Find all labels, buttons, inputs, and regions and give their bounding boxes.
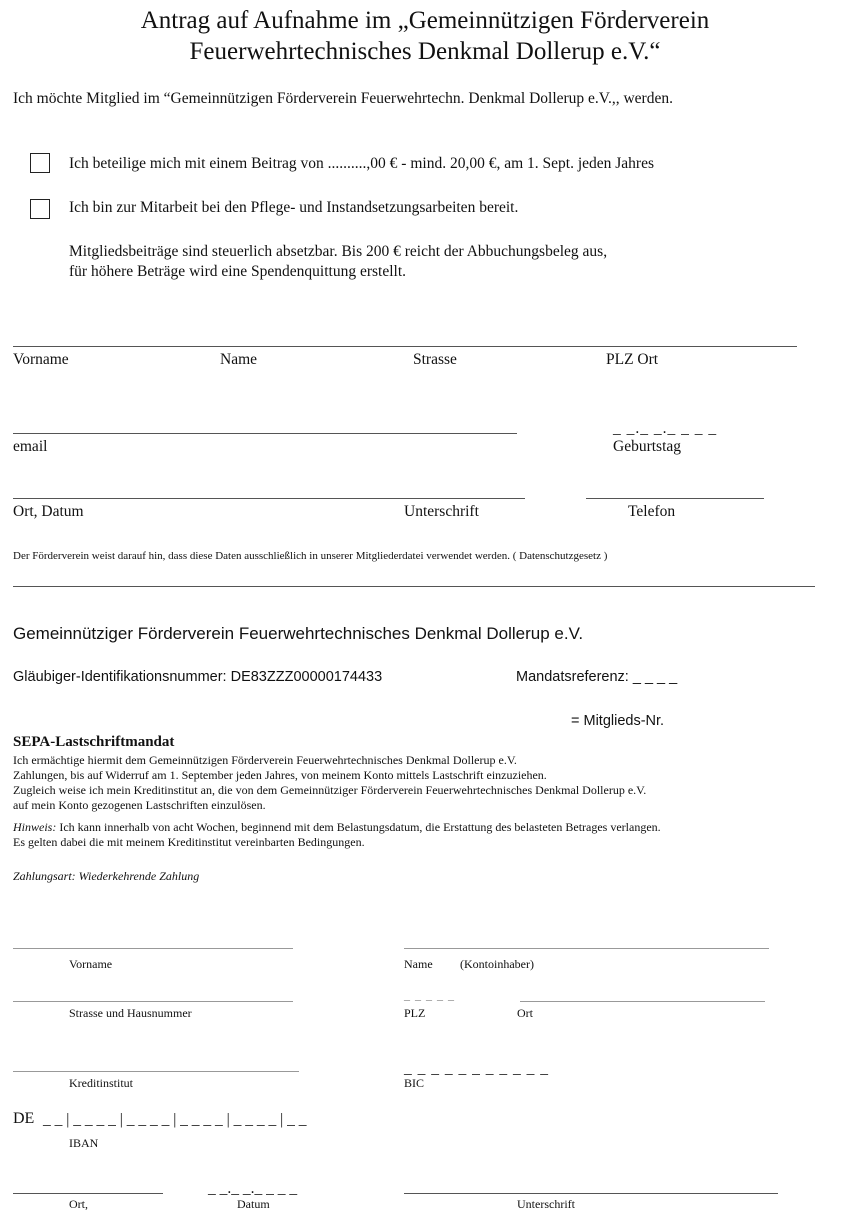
iban-label: IBAN	[69, 1136, 99, 1150]
mandatsreferenz: Mandatsreferenz: _ _ _ _	[516, 669, 678, 685]
ort-datum-signature-line[interactable]	[13, 498, 525, 499]
telefon-line[interactable]	[586, 498, 764, 499]
sepa-line4: auf mein Konto gezogenen Lastschriften einzulösen.	[13, 798, 266, 812]
bank-vorname-line[interactable]	[13, 948, 293, 949]
beitrag-checkbox[interactable]	[30, 153, 50, 173]
bottom-ort-line[interactable]	[13, 1193, 163, 1194]
mitarbeit-checkbox[interactable]	[30, 199, 50, 219]
ort-datum-label: Ort, Datum	[13, 503, 84, 520]
hinweis-text: Ich kann innerhalb von acht Wochen, beginnend mit dem Belastungsdatum, die Erstattung des belasteten Betrages verlangen.	[56, 820, 661, 834]
bottom-signature-line[interactable]	[404, 1193, 778, 1194]
kreditinstitut-line[interactable]	[13, 1071, 299, 1072]
privacy-note: Der Förderverein weist darauf hin, dass diese Daten ausschließlich in unserer Mitgliederdatei verwendet werden. ( Datenschutzgesetz )	[13, 550, 608, 562]
bic-field[interactable]: _ _ _ _ _ _ _ _ _ _ _	[404, 1060, 549, 1077]
plz-ort-label: PLZ Ort	[606, 351, 659, 368]
intro-text: Ich möchte Mitglied im “Gemeinnützigen Förderverein Feuerwehrtechn. Denkmal Dollerup e.V.,, werden.	[13, 90, 673, 107]
bank-name-line[interactable]	[404, 948, 769, 949]
bottom-unterschrift-label: Unterschrift	[517, 1197, 575, 1211]
sepa-line3: Zugleich weise ich mein Kreditinstitut an, die von dem Gemeinnütziger Förderverein Feuerwehrtechnisches Denkmal Dollerup e.V.	[13, 783, 647, 797]
bottom-datum-field[interactable]: _ _._ _._ _ _ _	[208, 1180, 298, 1197]
bank-vorname-label: Vorname	[69, 957, 113, 971]
tax-note-line2: für höhere Beträge wird eine Spendenquittung erstellt.	[69, 263, 407, 280]
strasse-label: Strasse	[413, 351, 457, 368]
sepa-line1: Ich ermächtige hiermit dem Gemeinnützigen Förderverein Feuerwehrtechnisches Denkmal Dollerup e.V.	[13, 753, 517, 767]
email-label: email	[13, 438, 48, 455]
sepa-hinweis	[13, 820, 661, 835]
kreditinstitut-label: Kreditinstitut	[69, 1076, 133, 1090]
mitarbeit-label: Ich bin zur Mitarbeit bei den Pflege- und Instandsetzungsarbeiten bereit.	[69, 199, 519, 216]
bottom-ort-label: Ort,	[69, 1197, 88, 1211]
sepa-line2: Zahlungen, bis auf Widerruf am 1. September jeden Jahres, von meinem Konto mittels Lastschrift einzuziehen.	[13, 768, 547, 782]
iban-prefix: DE	[13, 1110, 35, 1127]
bank-ort-line[interactable]	[520, 1001, 765, 1002]
bank-strasse-line[interactable]	[13, 1001, 293, 1002]
member-name-line[interactable]	[13, 346, 797, 347]
form-title-line1: Antrag auf Aufnahme im „Gemeinnützigen Förderverein	[140, 7, 710, 34]
email-line[interactable]	[13, 433, 517, 434]
mitglieds-nr: = Mitglieds-Nr.	[571, 713, 665, 729]
geburtstag-label: Geburtstag	[613, 438, 682, 455]
bank-ort-label: Ort	[517, 1006, 533, 1020]
sepa-title: SEPA-Lastschriftmandat	[13, 734, 175, 750]
bic-label: BIC	[404, 1076, 425, 1090]
form-title-line2: Feuerwehrtechnisches Denkmal Dollerup e.V.“	[189, 38, 661, 65]
telefon-label: Telefon	[628, 503, 676, 520]
geburtstag-field[interactable]: _ _._ _._ _ _ _	[613, 420, 718, 437]
sepa-line6: Es gelten dabei die mit meinem Kreditinstitut vereinbarten Bedingungen.	[13, 835, 365, 849]
vorname-label: Vorname	[13, 351, 69, 368]
name-label: Name	[220, 351, 258, 368]
section-divider	[13, 586, 815, 587]
zahlungsart: Zahlungsart: Wiederkehrende Zahlung	[13, 869, 200, 883]
iban-field[interactable]: _ _ | _ _ _ _ | _ _ _ _ | _ _ _ _ | _ _ _ _ | _ _	[43, 1111, 307, 1128]
bottom-datum-label: Datum	[237, 1197, 270, 1211]
sepa-org-name: Gemeinnütziger Förderverein Feuerwehrtechnisches Denkmal Dollerup e.V.	[13, 624, 584, 643]
bank-plz-label: PLZ	[404, 1006, 426, 1020]
bank-strasse-label: Strasse und Hausnummer	[69, 1006, 192, 1020]
hinweis-label: Hinweis:	[13, 820, 57, 834]
tax-note-line1: Mitgliedsbeiträge sind steuerlich absetzbar. Bis 200 € reicht der Abbuchungsbeleg aus,	[69, 243, 608, 260]
beitrag-label: Ich beteilige mich mit einem Beitrag von ..........,00 € - mind. 20,00 €, am 1. Sept. jeden Jahres	[69, 155, 655, 172]
bank-plz-field[interactable]: _ _ _ _ _	[404, 988, 455, 1002]
unterschrift-label: Unterschrift	[404, 503, 479, 520]
bank-name-label: Name	[404, 957, 433, 971]
glaeubiger-id: Gläubiger-Identifikationsnummer: DE83ZZZ00000174433	[13, 669, 383, 685]
kontoinhaber-label: (Kontoinhaber)	[460, 957, 534, 971]
